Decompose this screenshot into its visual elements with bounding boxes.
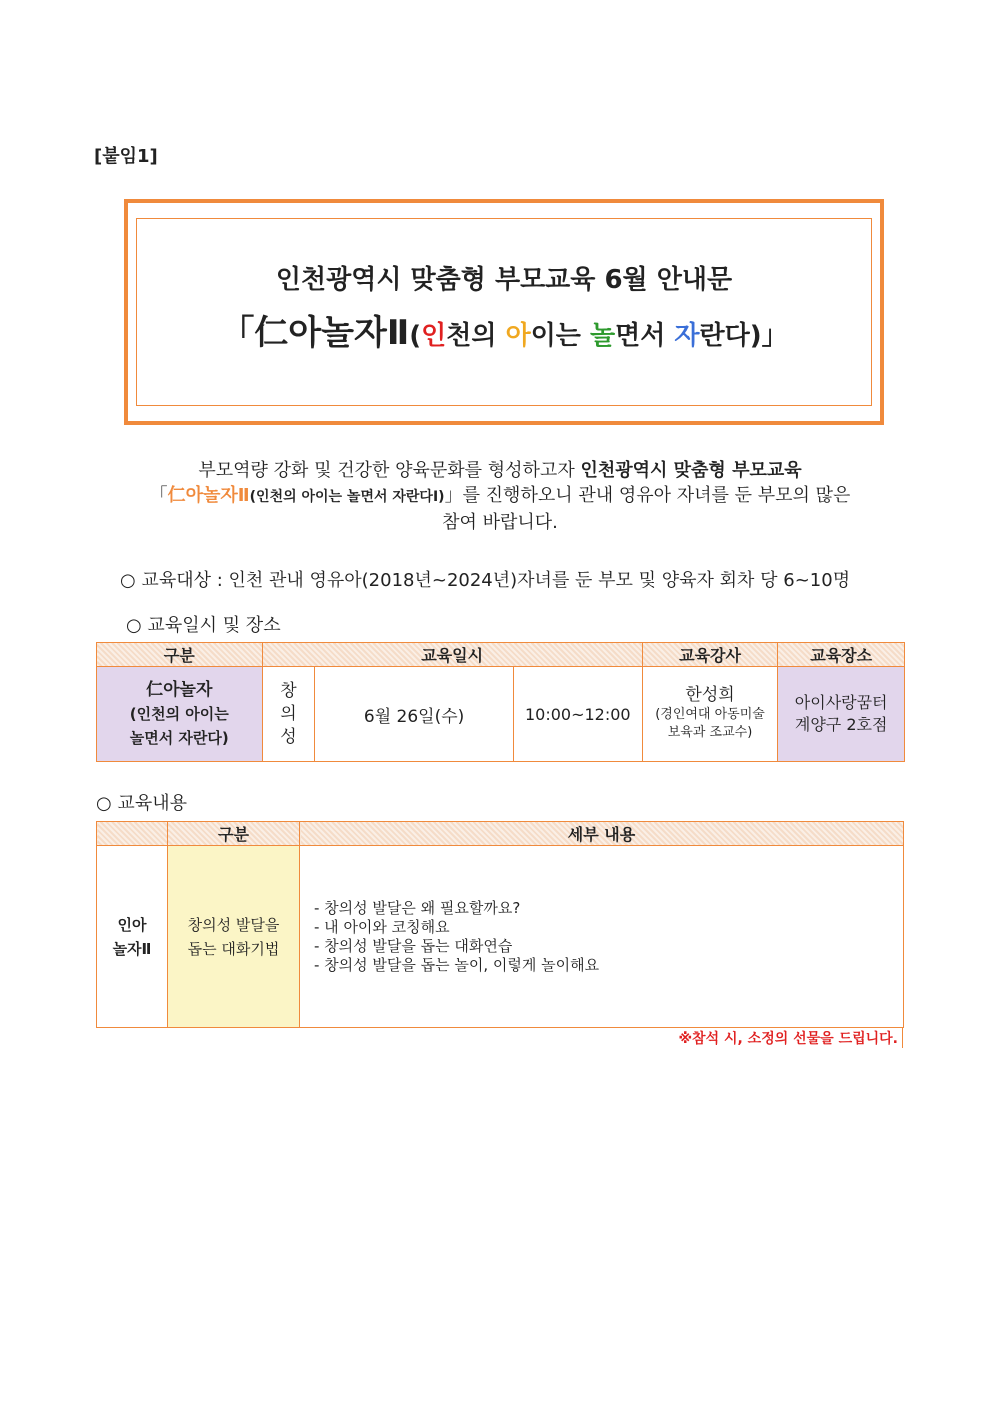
instructor-name: 한성희 [685,685,735,705]
time-cell: 10:00~12:00 [513,667,642,762]
program-cell [97,667,263,762]
place-line1: 아이사랑꿈터 [794,693,888,712]
intro-brand-sub: (인천의 아이는 놀면서 자란다Ⅰ) [249,489,445,505]
instructor-aff2: 보육과 조교수) [667,725,753,740]
title-brand: 仁아놀자Ⅱ [254,313,410,353]
program-name: 仁아놀자 [146,680,213,700]
program-sub1: (인천의 아이는 [129,705,229,723]
header-category: 구분 [97,643,263,667]
content-header-category: 구분 [168,822,300,846]
title-word4-rest: 란다) [699,321,762,351]
intro-line1 [96,458,904,483]
place-line2: 계양구 2호점 [794,715,888,734]
header-place: 교육장소 [778,643,905,667]
category-line1: 창의성 발달을 [187,915,280,934]
intro-line2 [96,483,904,510]
schedule-table [96,642,905,762]
header-instructor: 교육강사 [642,643,778,667]
attachment-label: [붙임1] [94,146,158,167]
title-bracket-close: 」 [761,321,788,351]
schedule-heading: ○ 교육일시 및 장소 [126,615,281,636]
title-word2-initial: 아 [505,321,531,351]
intro-line2-rest: 를 진행하오니 관내 영유아 자녀를 둔 부모의 많은 [462,485,851,506]
content-header-detail: 세부 내용 [300,822,904,846]
topic-char2: 의 [280,703,297,724]
title-paren: ( [409,321,422,351]
title-word3-rest: 면서 [615,321,675,351]
title-line2 [128,305,880,354]
intro-line1-bold: 인천광역시 맞춤형 부모교육 [580,460,802,481]
intro-bracket-open: 「 [149,485,168,506]
target-line: ○ 교육대상 : 인천 관내 영유아(2018년~2024년)자녀를 둔 부모 및 양육자 회차 당 6~10명 [120,570,851,591]
gift-note: ※참석 시, 소정의 선물을 드립니다. [640,1028,903,1048]
instructor-cell [642,667,778,762]
program-sub2: 놀면서 자란다) [129,729,229,747]
title-bracket-open: 「 [220,313,255,353]
date-cell: 6월 26일(수) [315,667,513,762]
title-word3-initial: 놀 [589,321,616,351]
topic-char1: 창 [280,680,297,701]
intro-brand: 仁아놀자Ⅱ [167,485,250,506]
content-header-blank [97,822,168,846]
header-datetime: 교육일시 [262,643,642,667]
intro-bracket-close: 」 [444,485,463,506]
content-heading: ○ 교육내용 [96,793,187,814]
content-table [96,821,904,1028]
intro-paragraph [96,458,904,535]
title-word2-rest: 이는 [530,321,590,351]
category-line2: 돕는 대화기법 [187,939,280,958]
title-word4-initial: 자 [674,321,700,351]
content-row [97,846,904,1028]
topic-cell [262,667,315,762]
instructor-aff1: (경인여대 아동미술 [655,707,765,722]
intro-line3: 참여 바랍니다. [442,512,558,533]
title-word1-rest: 천의 [446,321,506,351]
topic-char3: 성 [280,726,297,747]
title-word1-initial: 인 [421,321,447,351]
title-box [124,199,884,425]
row-label-line2: 놀자Ⅱ [112,939,152,958]
content-category-cell [168,846,300,1028]
schedule-row [97,667,905,762]
place-cell [778,667,905,762]
detail-item: - 내 아이와 코칭해요 [314,917,450,936]
detail-item: - 창의성 발달을 돕는 대화연습 [314,936,513,955]
schedule-header-row [97,643,905,667]
intro-line1-plain: 부모역량 강화 및 건강한 양육문화를 형성하고자 [198,460,581,481]
content-detail-cell [300,846,904,1028]
content-row-label [97,846,168,1028]
row-label-line1: 인아 [117,915,147,934]
detail-item: - 창의성 발달을 돕는 놀이, 이렇게 놀이해요 [314,955,600,974]
detail-item: - 창의성 발달은 왜 필요할까요? [314,898,521,917]
title-line1: 인천광역시 맞춤형 부모교육 6월 안내문 [275,265,733,295]
content-header-row [97,822,904,846]
